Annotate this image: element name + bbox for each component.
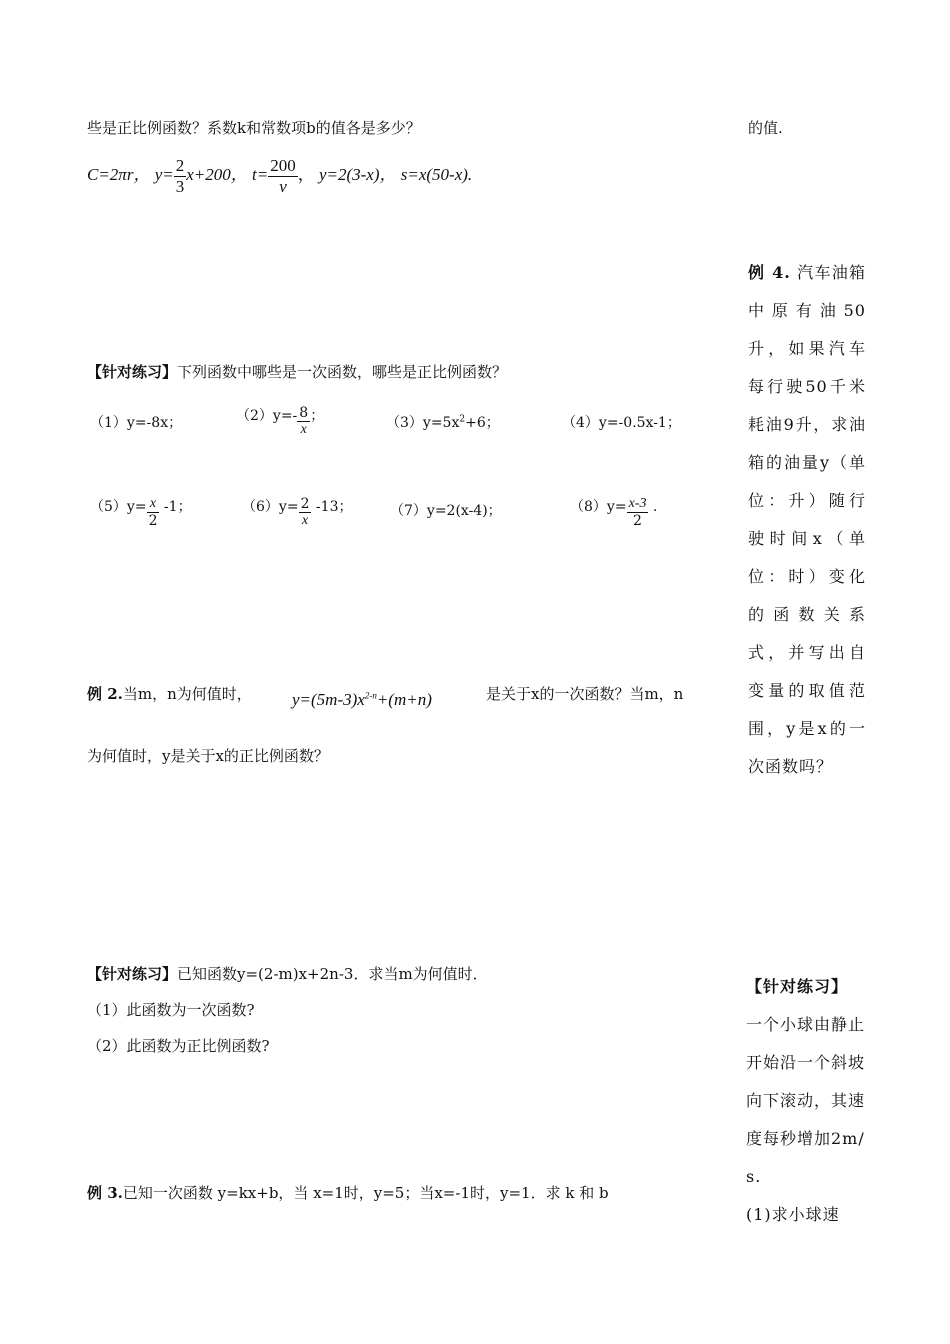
practice2-question-2: （2）此函数为正比例函数?	[87, 1037, 270, 1055]
practice1-text: 下列函数中哪些是一次函数，哪些是正比例函数？	[177, 363, 508, 381]
formula-linear-prefix: y=	[154, 165, 174, 184]
practice3-label: 【针对练习】	[746, 977, 849, 996]
example2-formula: $y=(5m-3)x^{2-n}+(m+n)$	[292, 690, 432, 709]
example2-label: 例 2.	[87, 685, 123, 703]
example3-label: 例 3.	[87, 1184, 123, 1202]
practice1-heading	[87, 361, 507, 382]
practice1-item-6: （6）y= $\frac{2}{x}$ -13；	[242, 496, 353, 529]
example3-text: 已知一次函数 y=kx+b，当 x=1时，y=5；当x=-1时，y=1．求 k 和 b	[122, 1184, 609, 1202]
practice1-item-2: （2）y=- $\frac{8}{x}$ ；	[236, 405, 325, 438]
practice1-item-4: （4）y=-0.5x-1；	[562, 415, 681, 431]
practice1-item-1: （1）y=-8x；	[90, 415, 183, 431]
fraction-2-3: $\frac{2}{3}$	[175, 156, 185, 196]
text-line-top: 些是正比例函数？系数k和常数项b的值各是多少？	[87, 119, 421, 137]
formula-inverse-prefix: t=	[252, 165, 269, 184]
example2-text-a: 当m，n为何值时，	[122, 685, 252, 703]
formula-line	[87, 150, 472, 200]
practice3-column	[746, 968, 868, 1234]
example2-line-1	[87, 683, 252, 704]
fraction-200-v: $\frac{200}{v}$	[270, 156, 296, 196]
example4-column	[748, 254, 866, 786]
practice2-text: 已知函数y=(2-m)x+2n-3．求当m为何值时．	[177, 965, 488, 983]
practice2-label: 【针对练习】	[87, 965, 178, 983]
practice1-item-3: $(3)y=5x^2+6$；	[386, 414, 500, 431]
practice1-label: 【针对练习】	[87, 363, 178, 381]
practice2-question-1: （1）此函数为一次函数?	[87, 1001, 255, 1019]
practice1-item-8: （8）y= $\frac{x-3}{2}$ .	[570, 496, 658, 530]
example3-line	[87, 1182, 609, 1203]
practice3-text: 一个小球由静止开始沿一个斜坡向下滚动，其速度每秒增加2m/s.	[746, 1015, 866, 1186]
example4-text: 汽车油箱中原有油50升，如果汽车每行驶50千米耗油9升，求油箱的油量y（单位：升）随行驶时间x（单位：时）变化的函数关系式，并写出自变量的取值范围，y是x的一次函数吗？	[748, 263, 866, 776]
formula-circumference: C=2πr，	[87, 165, 151, 184]
practice1-item-5: （5）y= $\frac{x}{2}$ -1；	[90, 496, 192, 530]
example2-text-c: 为何值时，y是关于x的正比例函数？	[87, 747, 329, 765]
formula-quadratic: s=x(50-x).	[400, 165, 473, 184]
example4-label: 例 4.	[748, 263, 791, 282]
formula-linear-suffix: x+200，	[186, 165, 248, 184]
practice3-question-1: (1)求小球速	[746, 1205, 840, 1224]
practice2-heading	[87, 963, 488, 984]
example2-text-b: 是关于x的一次函数？当m，n	[486, 685, 684, 703]
text-line-top-right: 的值.	[748, 119, 783, 137]
formula-inverse-suffix: ，	[297, 165, 315, 184]
formula-product: y=2(3-x)，	[318, 165, 397, 184]
practice1-item-7: （7）y=2(x-4)；	[390, 503, 502, 519]
